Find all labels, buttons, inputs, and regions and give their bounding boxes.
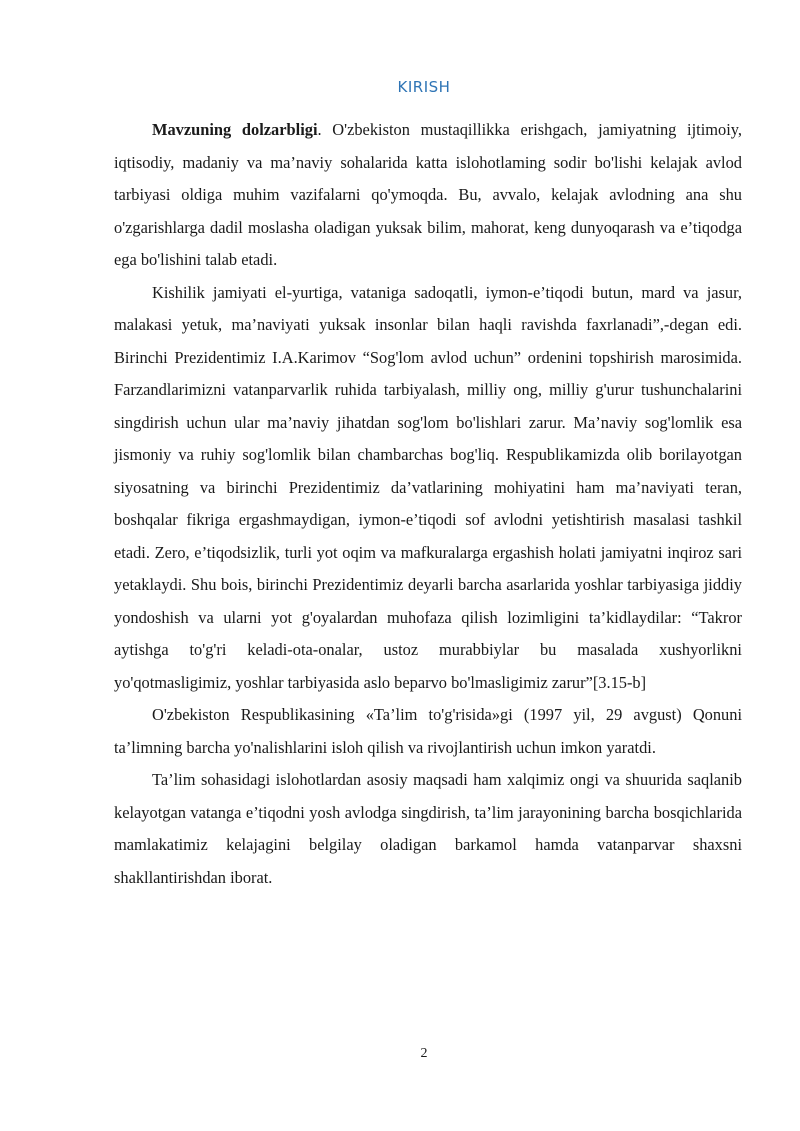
paragraph-education-law: O'zbekiston Respublikasining «Ta’lim to'g'risida»gi (1997 yil, 29 avgust) Qonuni ta’limning barcha yo'nalishlarini isloh qilish va rivojlantirish uchun imkon yaratdi.	[114, 705, 742, 757]
section-heading: KIRISH	[397, 78, 451, 96]
paragraph-society: Kishilik jamiyati el-yurtiga, vataniga sadoqatli, iymon-e’tiqodi butun, mard va jasur, malakasi yetuk, ma’naviyati yuksak insonlar bilan haqli ravishda faxrlanadi”,-degan edi. Birinchi Prezidentimiz I.A.Karimov “Sog'lom avlod uchun” ordenini topshirish marosimida. Farzandlarimizni vatanparvarlik ruhida tarbiyalash, milliy ong, milliy g'urur tushunchalarini singdirish uchun ular ma’naviy jihatdan sog'lom bo'lishlari zarur. Ma’naviy sog'lomlik esa jismoniy va ruhiy sog'lomlik bilan chambarchas bog'liq. Respublikamizda olib borilayotgan siyosatning va birinchi Prezidentimiz da’vatlarining mohiyatini ham ma’naviyati teran, boshqalar fikriga ergashmaydigan, iymon-e’tiqodi sof avlodni yetishtirish masalasi tashkil etadi. Zero, e’tiqodsizlik, turli yot oqim va mafkuralarga ergashish holati jamiyatni inqiroz sari yetaklaydi. Shu bois, birinchi Prezidentimiz deyarli barcha asarlarida yoshlar tarbiyasiga jiddiy yondoshish va ularni yot g'oyalardan muhofaza qilish lozimligini ta’kidlaydilar: “Takror aytishga to'g'ri keladi-ota-onalar, ustoz murabbiylar bu masalada xushyorlikni yo'qotmasligimiz, yoshlar tarbiyasida aslo beparvo bo'lmasligimiz zarur”[3.15-b]	[114, 282, 742, 692]
page-number: 2	[420, 1046, 428, 1061]
paragraph-lead-term: Mavzuning dolzarbligi	[152, 120, 318, 139]
document-body	[114, 114, 742, 894]
paragraph-relevance	[114, 114, 742, 277]
paragraph-relevance-text: . O'zbekiston mustaqillikka erishgach, jamiyatning ijtimoiy, iqtisodiy, madaniy va ma’naviy sohalarida katta islohotlaming sodir bo'lishi kelajak avlod tarbiyasi oldiga muhim vazifalarni qo'ymoqda. Bu, avvalo, kelajak avlodning ana shu o'zgarishlarga dadil moslasha oladigan yuksak bilim, mahorat, keng dunyoqarash va e’tiqodga ega bo'lishini talab etadi.	[114, 120, 742, 269]
paragraph-education-reforms: Ta’lim sohasidagi islohotlardan asosiy maqsadi ham xalqimiz ongi va shuurida saqlanib kelayotgan vatanga e’tiqodni yosh avlodga singdirish, ta’lim jarayonining barcha bosqichlarida mamlakatimiz kelajagini belgilay oladigan barkamol hamda vatanparvar shaxsni shakllantirishdan iborat.	[114, 770, 742, 887]
